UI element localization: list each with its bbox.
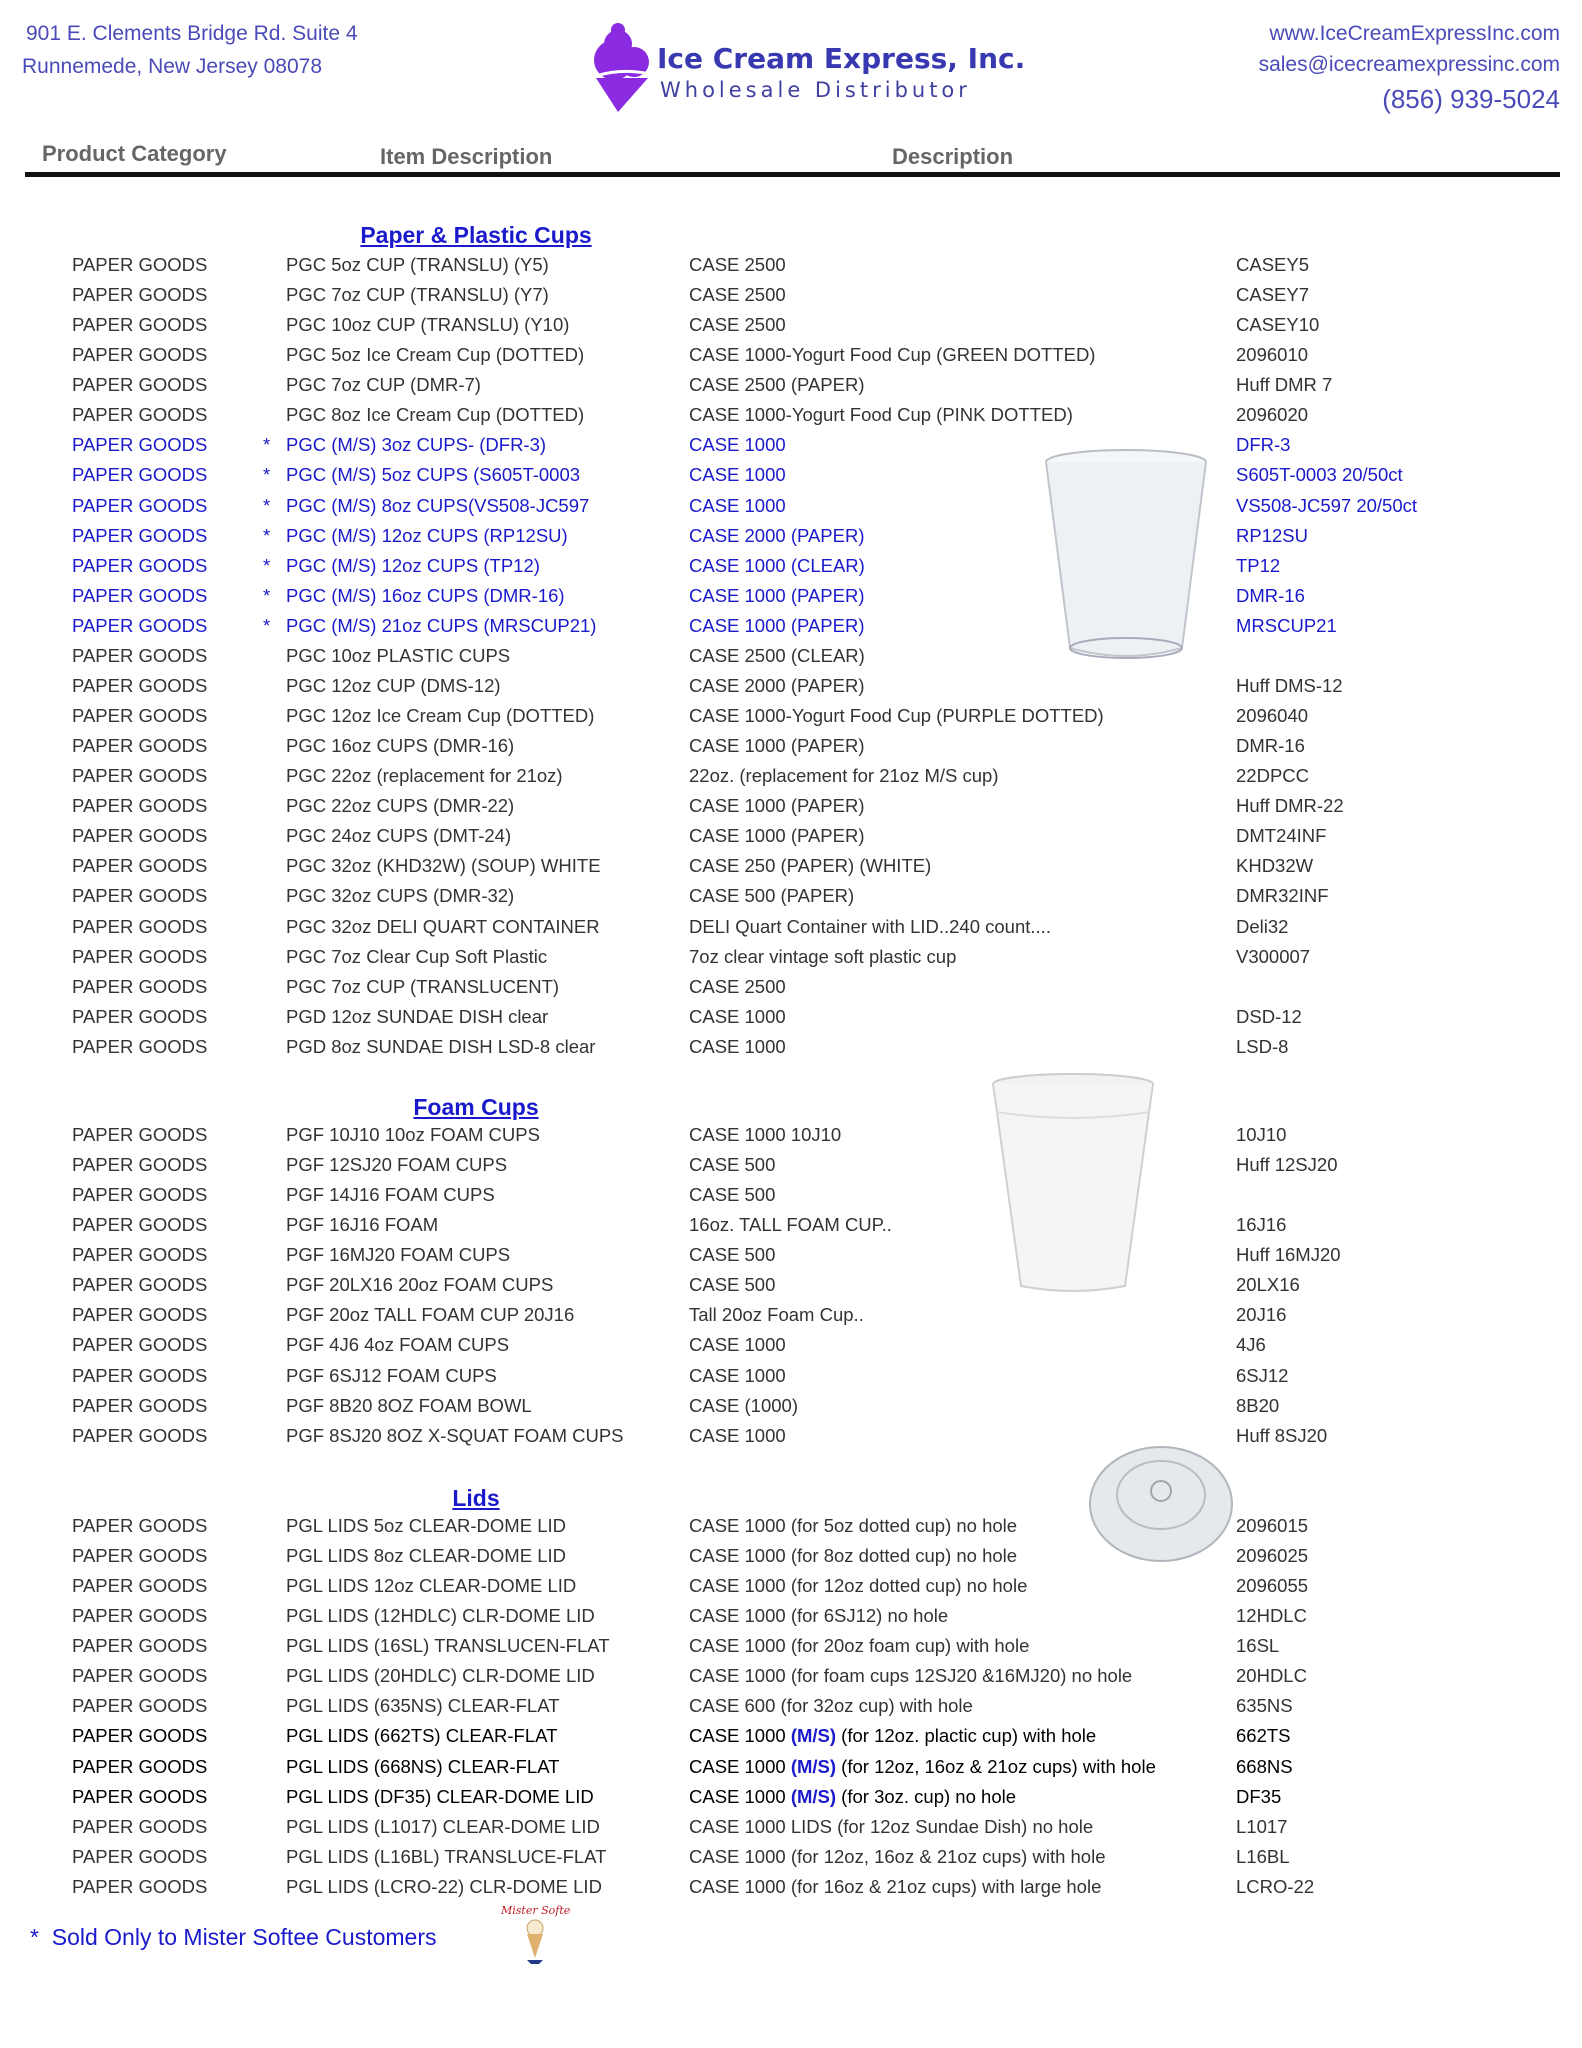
description: CASE 1000 10J10 <box>689 1124 842 1145</box>
item-description: PGC 32oz (KHD32W) (SOUP) WHITE <box>286 855 601 877</box>
table-row <box>0 1575 1582 1605</box>
description: CASE 1000 <box>689 494 786 516</box>
item-code: L16BL <box>1236 1845 1290 1867</box>
description: CASE 2500 <box>689 254 786 275</box>
table-row <box>0 314 1582 344</box>
item-description: PGC 5oz CUP (TRANSLU) (Y5) <box>286 254 549 275</box>
product-category: PAPER GOODS <box>72 284 208 306</box>
item-description: PGC 32oz DELI QUART CONTAINER <box>286 915 600 937</box>
item-code: 2096055 <box>1236 1575 1309 1597</box>
description: CASE 1000 LIDS (for 12oz Sundae Dish) no hole <box>689 1815 1094 1837</box>
description: CASE (1000) <box>689 1394 798 1416</box>
table-row <box>0 374 1582 404</box>
header-divider <box>25 172 1560 177</box>
table-row <box>0 855 1582 885</box>
table-row <box>0 1846 1582 1876</box>
product-category: PAPER GOODS <box>72 1545 208 1567</box>
item-code: 10J10 <box>1236 1124 1287 1145</box>
item-description: PGC (M/S) 8oz CUPS(VS508-JC597 <box>286 494 590 516</box>
mister-softee-star: * <box>263 494 271 516</box>
item-code: 2096025 <box>1236 1545 1309 1567</box>
table-row <box>0 284 1582 314</box>
product-category: PAPER GOODS <box>72 1124 208 1145</box>
item-code: Huff DMR-22 <box>1236 795 1344 817</box>
item-description: PGC 22oz CUPS (DMR-22) <box>286 795 515 817</box>
item-description: PGL LIDS (12HDLC) CLR-DOME LID <box>286 1605 595 1627</box>
item-description: PGC (M/S) 12oz CUPS (TP12) <box>286 554 540 576</box>
clear-plastic-cup-image <box>1042 448 1210 668</box>
product-category: PAPER GOODS <box>72 584 208 606</box>
description: CASE 1000 (for 20oz foam cup) with hole <box>689 1635 1030 1657</box>
description: CASE 2500 (CLEAR) <box>689 644 865 666</box>
mister-softee-star: * <box>263 434 271 456</box>
description: CASE 250 (PAPER) (WHITE) <box>689 855 932 877</box>
description: CASE 1000-Yogurt Food Cup (PINK DOTTED) <box>689 404 1073 426</box>
footer-note-text: Sold Only to Mister Softee Customers <box>51 1924 437 1950</box>
item-code: 668NS <box>1236 1755 1293 1777</box>
description: CASE 500 <box>689 1184 776 1206</box>
footer-note <box>30 1924 437 1951</box>
description: CASE 2000 (PAPER) <box>689 524 865 546</box>
column-header-category: Product Category <box>42 141 227 166</box>
product-category: PAPER GOODS <box>72 825 208 847</box>
item-code: KHD32W <box>1236 855 1314 877</box>
item-description: PGC (M/S) 5oz CUPS (S605T-0003 <box>286 464 581 486</box>
description-text: CASE 1000 <box>689 1755 791 1777</box>
item-code: VS508-JC597 20/50ct <box>1236 494 1418 516</box>
description: CASE 1000 (CLEAR) <box>689 554 865 576</box>
description: CASE 500 <box>689 1154 776 1176</box>
description: CASE 1000 <box>689 1035 786 1057</box>
table-row <box>0 1425 1582 1455</box>
product-category: PAPER GOODS <box>72 1665 208 1687</box>
table-row <box>0 1214 1582 1244</box>
item-code: DMR32INF <box>1236 885 1329 907</box>
ice-cream-cone-logo-icon <box>588 22 658 114</box>
item-description: PGC 12oz CUP (DMS-12) <box>286 674 501 696</box>
item-code: L1017 <box>1236 1815 1288 1837</box>
item-description: PGL LIDS (635NS) CLEAR-FLAT <box>286 1695 560 1717</box>
product-category: PAPER GOODS <box>72 1154 208 1176</box>
item-code: 635NS <box>1236 1695 1293 1717</box>
product-category: PAPER GOODS <box>72 1815 208 1837</box>
table-row <box>0 1036 1582 1066</box>
table-row <box>0 735 1582 765</box>
item-code: DMR-16 <box>1236 735 1305 757</box>
item-description: PGF 14J16 FOAM CUPS <box>286 1184 495 1206</box>
description: CASE 1000 <box>689 1334 786 1356</box>
description: 16oz. TALL FOAM CUP.. <box>689 1214 892 1236</box>
mister-softee-star: * <box>263 524 271 546</box>
item-description: PGC 10oz CUP (TRANSLU) (Y10) <box>286 314 570 336</box>
item-code: LCRO-22 <box>1236 1875 1315 1897</box>
description: CASE 1000 (for 6SJ12) no hole <box>689 1605 949 1627</box>
product-category: PAPER GOODS <box>72 1035 208 1057</box>
table-row <box>0 615 1582 645</box>
description: CASE 1000 (PAPER) <box>689 795 865 817</box>
item-description: PGL LIDS (20HDLC) CLR-DOME LID <box>286 1665 595 1687</box>
column-header-item: Item Description <box>380 144 553 169</box>
table-row <box>0 1515 1582 1545</box>
description: CASE 1000 (for 5oz dotted cup) no hole <box>689 1515 1018 1536</box>
item-description: PGC 7oz CUP (TRANSLU) (Y7) <box>286 284 549 306</box>
item-description: PGF 4J6 4oz FOAM CUPS <box>286 1334 510 1356</box>
table-row <box>0 1244 1582 1274</box>
column-header-description: Description <box>892 144 1014 169</box>
item-description: PGC (M/S) 12oz CUPS (RP12SU) <box>286 524 568 546</box>
description-text: CASE 1000 <box>689 1725 791 1747</box>
item-code: 6SJ12 <box>1236 1364 1289 1386</box>
mister-softee-star: * <box>263 584 271 606</box>
item-code: S605T-0003 20/50ct <box>1236 464 1403 486</box>
item-description: PGL LIDS 8oz CLEAR-DOME LID <box>286 1545 566 1567</box>
item-description: PGF 16J16 FOAM <box>286 1214 439 1236</box>
item-code: MRSCUP21 <box>1236 614 1337 636</box>
description: CASE 1000 (for 12oz, 16oz & 21oz cups) with hole <box>689 1845 1106 1867</box>
item-description: PGC (M/S) 16oz CUPS (DMR-16) <box>286 584 565 606</box>
description-text-after: (for 3oz. cup) no hole <box>836 1785 1017 1807</box>
product-category: PAPER GOODS <box>72 524 208 546</box>
ms-tag: (M/S) <box>790 1785 837 1807</box>
item-description: PGC 22oz (replacement for 21oz) <box>286 765 563 787</box>
description: CASE 1000 (for 8oz dotted cup) no hole <box>689 1545 1018 1567</box>
item-code: 2096015 <box>1236 1515 1309 1536</box>
product-category: PAPER GOODS <box>72 464 208 486</box>
description: CASE 600 (for 32oz cup) with hole <box>689 1695 973 1717</box>
item-description: PGL LIDS 5oz CLEAR-DOME LID <box>286 1515 566 1536</box>
product-category: PAPER GOODS <box>72 1214 208 1236</box>
description-text-after: (for 12oz, 16oz & 21oz cups) with hole <box>836 1755 1156 1777</box>
product-category: PAPER GOODS <box>72 1364 208 1386</box>
product-category: PAPER GOODS <box>72 915 208 937</box>
table-row <box>0 1816 1582 1846</box>
item-description: PGL LIDS (L16BL) TRANSLUCE-FLAT <box>286 1845 607 1867</box>
description: CASE 1000 (PAPER) <box>689 825 865 847</box>
item-description: PGF 20oz TALL FOAM CUP 20J16 <box>286 1304 575 1326</box>
table-row <box>0 885 1582 915</box>
footer-star: * <box>30 1924 39 1950</box>
item-description: PGC 24oz CUPS (DMT-24) <box>286 825 512 847</box>
item-description: PGC 7oz CUP (DMR-7) <box>286 374 481 396</box>
email-link[interactable]: sales@icecreamexpressinc.com <box>1258 53 1560 76</box>
description: CASE 1000 (for 16oz & 21oz cups) with large hole <box>689 1875 1102 1897</box>
product-category: PAPER GOODS <box>72 434 208 456</box>
mister-softee-star: * <box>263 554 271 576</box>
item-description: PGC 7oz Clear Cup Soft Plastic <box>286 945 548 967</box>
section-heading: Paper & Plastic Cups <box>360 222 592 248</box>
item-code: DSD-12 <box>1236 1005 1302 1027</box>
item-description: PGC 7oz CUP (TRANSLUCENT) <box>286 975 560 997</box>
item-description: PGF 12SJ20 FOAM CUPS <box>286 1154 508 1176</box>
table-row <box>0 1545 1582 1575</box>
item-code: 8B20 <box>1236 1394 1280 1416</box>
item-code: 12HDLC <box>1236 1605 1307 1627</box>
table-row <box>0 1154 1582 1184</box>
table-row <box>0 1695 1582 1725</box>
description <box>689 1756 1156 1778</box>
product-category: PAPER GOODS <box>72 1424 208 1446</box>
product-category: PAPER GOODS <box>72 1725 208 1747</box>
table-row <box>0 1124 1582 1154</box>
item-description: PGF 8B20 8OZ FOAM BOWL <box>286 1394 532 1416</box>
item-description: PGL LIDS (662TS) CLEAR-FLAT <box>286 1725 558 1747</box>
table-row <box>0 795 1582 825</box>
item-description: PGL LIDS (L1017) CLEAR-DOME LID <box>286 1815 600 1837</box>
description: CASE 1000 <box>689 1005 786 1027</box>
mister-softee-star: * <box>263 464 271 486</box>
product-category: PAPER GOODS <box>72 735 208 757</box>
table-row <box>0 1725 1582 1755</box>
item-code: 2096040 <box>1236 705 1309 727</box>
item-description: PGL LIDS (LCRO-22) CLR-DOME LID <box>286 1875 602 1897</box>
mister-softee-star: * <box>263 614 271 636</box>
description: 7oz clear vintage soft plastic cup <box>689 945 957 967</box>
description: CASE 1000 <box>689 434 786 456</box>
item-code: RP12SU <box>1236 524 1308 546</box>
item-description: PGF 10J10 10oz FOAM CUPS <box>286 1124 540 1145</box>
item-code: LSD-8 <box>1236 1035 1289 1057</box>
table-row <box>0 464 1582 494</box>
item-description: PGC 8oz Ice Cream Cup (DOTTED) <box>286 404 585 426</box>
website-link[interactable]: www.IceCreamExpressInc.com <box>1269 22 1560 45</box>
product-category: PAPER GOODS <box>72 1755 208 1777</box>
item-code: 16SL <box>1236 1635 1280 1657</box>
description <box>689 1725 1096 1747</box>
product-category: PAPER GOODS <box>72 344 208 366</box>
product-category: PAPER GOODS <box>72 705 208 727</box>
item-code: V300007 <box>1236 945 1311 967</box>
table-row <box>0 675 1582 705</box>
table-row <box>0 404 1582 434</box>
item-description: PGF 6SJ12 FOAM CUPS <box>286 1364 497 1386</box>
description <box>689 1786 1016 1808</box>
product-category: PAPER GOODS <box>72 885 208 907</box>
description: 22oz. (replacement for 21oz M/S cup) <box>689 765 999 787</box>
item-description: PGC 32oz CUPS (DMR-32) <box>286 885 515 907</box>
product-category: PAPER GOODS <box>72 314 208 336</box>
description: CASE 2000 (PAPER) <box>689 674 865 696</box>
table-row <box>0 1635 1582 1665</box>
item-code: CASEY7 <box>1236 284 1310 306</box>
description-text: CASE 1000 <box>689 1785 791 1807</box>
table-row <box>0 1665 1582 1695</box>
item-code: DMR-16 <box>1236 584 1305 606</box>
product-category: PAPER GOODS <box>72 1875 208 1897</box>
product-category: PAPER GOODS <box>72 1605 208 1627</box>
item-code: Huff 8SJ20 <box>1236 1424 1328 1446</box>
description: DELI Quart Container with LID..240 count.... <box>689 915 1051 937</box>
table-row <box>0 976 1582 1006</box>
item-code: 662TS <box>1236 1725 1291 1747</box>
table-row <box>0 645 1582 675</box>
description: CASE 1000 (for 12oz dotted cup) no hole <box>689 1575 1028 1597</box>
item-code: 16J16 <box>1236 1214 1287 1236</box>
product-category: PAPER GOODS <box>72 945 208 967</box>
table-row <box>0 825 1582 855</box>
description: CASE 1000 <box>689 1364 786 1386</box>
item-code: CASEY5 <box>1236 254 1310 275</box>
section-heading: Foam Cups <box>413 1094 539 1120</box>
table-row <box>0 1876 1582 1906</box>
company-name: Ice Cream Express, Inc. <box>657 42 1026 75</box>
item-description: PGL LIDS 12oz CLEAR-DOME LID <box>286 1575 577 1597</box>
product-category: PAPER GOODS <box>72 1575 208 1597</box>
table-row <box>0 1395 1582 1425</box>
table-row <box>0 495 1582 525</box>
item-description: PGD 12oz SUNDAE DISH clear <box>286 1005 549 1027</box>
product-category: PAPER GOODS <box>72 554 208 576</box>
product-category: PAPER GOODS <box>72 614 208 636</box>
product-category: PAPER GOODS <box>72 1785 208 1807</box>
item-description: PGD 8oz SUNDAE DISH LSD-8 clear <box>286 1035 596 1057</box>
item-code: 20LX16 <box>1236 1274 1300 1296</box>
product-category: PAPER GOODS <box>72 1244 208 1266</box>
item-description: PGC 5oz Ice Cream Cup (DOTTED) <box>286 344 585 366</box>
ms-tag: (M/S) <box>790 1725 837 1747</box>
item-code: 2096010 <box>1236 344 1309 366</box>
item-code: Huff 16MJ20 <box>1236 1244 1341 1266</box>
phone-number: (856) 939-5024 <box>1382 84 1560 114</box>
item-description: PGC 10oz PLASTIC CUPS <box>286 644 511 666</box>
table-row <box>0 1786 1582 1816</box>
table-row <box>0 1274 1582 1304</box>
svg-text:Mister Softee: Mister Softee <box>501 1904 571 1917</box>
item-code: 20J16 <box>1236 1304 1287 1326</box>
item-description: PGC 12oz Ice Cream Cup (DOTTED) <box>286 705 595 727</box>
item-description: PGL LIDS (16SL) TRANSLUCEN-FLAT <box>286 1635 610 1657</box>
product-category: PAPER GOODS <box>72 1635 208 1657</box>
product-category: PAPER GOODS <box>72 1184 208 1206</box>
item-code: 2096020 <box>1236 404 1309 426</box>
product-category: PAPER GOODS <box>72 374 208 396</box>
table-row <box>0 946 1582 976</box>
table-row <box>0 344 1582 374</box>
product-category: PAPER GOODS <box>72 1695 208 1717</box>
product-category: PAPER GOODS <box>72 975 208 997</box>
table-row <box>0 765 1582 795</box>
item-description: PGF 20LX16 20oz FOAM CUPS <box>286 1274 554 1296</box>
product-category: PAPER GOODS <box>72 1304 208 1326</box>
description: CASE 1000 <box>689 1424 786 1446</box>
table-row <box>0 1756 1582 1786</box>
description: CASE 1000 <box>689 464 786 486</box>
product-category: PAPER GOODS <box>72 254 208 275</box>
description: CASE 1000 (for foam cups 12SJ20 &16MJ20) no hole <box>689 1665 1133 1687</box>
table-row <box>0 434 1582 464</box>
item-description: PGC (M/S) 3oz CUPS- (DFR-3) <box>286 434 547 456</box>
description: CASE 1000 (PAPER) <box>689 735 865 757</box>
item-code: DMT24INF <box>1236 825 1327 847</box>
table-row <box>0 585 1582 615</box>
product-category: PAPER GOODS <box>72 795 208 817</box>
table-row <box>0 1006 1582 1036</box>
table-row <box>0 525 1582 555</box>
description: CASE 500 <box>689 1244 776 1266</box>
description: CASE 1000 (PAPER) <box>689 614 865 636</box>
item-description: PGC 16oz CUPS (DMR-16) <box>286 735 515 757</box>
table-row <box>0 1334 1582 1364</box>
description: CASE 1000 (PAPER) <box>689 584 865 606</box>
table-row <box>0 1184 1582 1214</box>
product-category: PAPER GOODS <box>72 1845 208 1867</box>
product-category: PAPER GOODS <box>72 1274 208 1296</box>
item-description: PGF 8SJ20 8OZ X-SQUAT FOAM CUPS <box>286 1424 624 1446</box>
item-code: 4J6 <box>1236 1334 1266 1356</box>
description: CASE 500 <box>689 1274 776 1296</box>
product-category: PAPER GOODS <box>72 765 208 787</box>
address-line-2: Runnemede, New Jersey 08078 <box>22 55 323 78</box>
item-code: Deli32 <box>1236 915 1289 937</box>
item-code: 22DPCC <box>1236 765 1309 787</box>
product-category: PAPER GOODS <box>72 855 208 877</box>
item-code: DFR-3 <box>1236 434 1291 456</box>
item-code: Huff 12SJ20 <box>1236 1154 1338 1176</box>
description: CASE 2500 <box>689 314 786 336</box>
table-row <box>0 555 1582 585</box>
description: CASE 2500 <box>689 975 786 997</box>
description: CASE 1000-Yogurt Food Cup (GREEN DOTTED) <box>689 344 1096 366</box>
product-category: PAPER GOODS <box>72 644 208 666</box>
product-category: PAPER GOODS <box>72 674 208 696</box>
company-tagline: Wholesale Distributor <box>660 78 971 102</box>
dome-lid-image <box>1088 1445 1234 1563</box>
table-row <box>0 1304 1582 1334</box>
table-row <box>0 254 1582 284</box>
product-category: PAPER GOODS <box>72 1334 208 1356</box>
product-category: PAPER GOODS <box>72 404 208 426</box>
description: Tall 20oz Foam Cup.. <box>689 1304 864 1326</box>
table-row <box>0 1605 1582 1635</box>
description: CASE 1000-Yogurt Food Cup (PURPLE DOTTED) <box>689 705 1104 727</box>
item-code: TP12 <box>1236 554 1281 576</box>
address-line-1: 901 E. Clements Bridge Rd. Suite 4 <box>26 22 358 45</box>
item-description: PGL LIDS (668NS) CLEAR-FLAT <box>286 1755 560 1777</box>
item-code: CASEY10 <box>1236 314 1320 336</box>
item-description: PGL LIDS (DF35) CLEAR-DOME LID <box>286 1785 594 1807</box>
item-description: PGC (M/S) 21oz CUPS (MRSCUP21) <box>286 614 597 636</box>
product-category: PAPER GOODS <box>72 1005 208 1027</box>
description: CASE 500 (PAPER) <box>689 885 855 907</box>
item-code: Huff DMR 7 <box>1236 374 1333 396</box>
table-row <box>0 705 1582 735</box>
description: CASE 2500 (PAPER) <box>689 374 865 396</box>
item-code: 20HDLC <box>1236 1665 1307 1687</box>
table-row <box>0 1365 1582 1395</box>
product-category: PAPER GOODS <box>72 1394 208 1416</box>
description-text-after: (for 12oz. plactic cup) with hole <box>836 1725 1097 1747</box>
description: CASE 2500 <box>689 284 786 306</box>
foam-cup-image <box>991 1072 1155 1294</box>
mister-softee-logo <box>499 1902 571 1966</box>
ms-tag: (M/S) <box>790 1755 837 1777</box>
item-description: PGF 16MJ20 FOAM CUPS <box>286 1244 511 1266</box>
item-code: DF35 <box>1236 1785 1282 1807</box>
product-category: PAPER GOODS <box>72 494 208 516</box>
item-code: Huff DMS-12 <box>1236 674 1343 696</box>
section-heading: Lids <box>452 1485 500 1511</box>
table-row <box>0 916 1582 946</box>
product-category: PAPER GOODS <box>72 1515 208 1536</box>
